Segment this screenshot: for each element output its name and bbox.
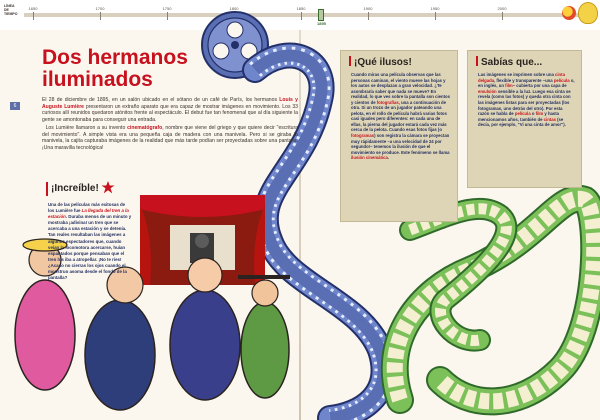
text-run: Los Lumière llamaron a su invento xyxy=(45,124,128,131)
incredible-heading: ¡Increíble! xyxy=(46,182,99,196)
timeline-year: 1800 xyxy=(229,6,239,11)
timeline-label-line: TIEMPO xyxy=(4,12,18,16)
highlight-names: Louis y Auguste Lumière xyxy=(42,97,298,110)
timeline-year: 1650 xyxy=(28,6,38,11)
highlight-word: cinematógrafo xyxy=(127,124,163,131)
text-run: (se decía, por ejemplo, "Vi una cinta de amor"). xyxy=(478,116,566,128)
timeline-current-year: 1895 xyxy=(317,21,326,26)
highlight-word: film xyxy=(505,83,513,89)
heading-text: Sabías que... xyxy=(481,57,543,68)
timeline-year: 1900 xyxy=(363,6,373,11)
highlight-word: film xyxy=(535,111,544,117)
left-body-text xyxy=(42,97,298,153)
timeline-year: 1750 xyxy=(162,6,172,11)
incredible-body xyxy=(48,202,132,281)
text-run: sensible a la luz. Luego esa cinta se revela (como las fotos) y queda otra cinta con las imágenes listas para ser proyectadas (los fotogramas, uno detrás del otro). Por esta razón se habla de xyxy=(478,88,571,117)
sabias-body xyxy=(468,69,581,128)
page-title-line: Dos hermanos xyxy=(42,46,188,69)
text-run: Una de las películas más exitosas de los Lumière fue xyxy=(48,202,126,214)
page-number-left: 6 xyxy=(10,102,20,110)
text-run: , flexible y transparente –una xyxy=(494,77,554,83)
paragraph xyxy=(42,125,298,152)
text-run: ) son registra la cámara se proyectan muy rápidamente –a una velocidad de 24 por segundo!– tenemos la ilusión de que el movimiento se produce. Este fenómeno se llama xyxy=(351,133,450,155)
highlight-word: fotografías xyxy=(376,99,399,105)
text-run: . xyxy=(387,155,390,161)
text-run: o, en inglés, un xyxy=(478,77,575,89)
sabias-heading xyxy=(468,51,581,69)
text-run: El 28 de diciembre de 1895, en un salón ubicado en el sótano de un café de París, los hermanos xyxy=(42,97,280,103)
sabias-box xyxy=(467,50,582,188)
heading-text: ¡Qué ilusos! xyxy=(354,57,412,68)
frames-film-loop xyxy=(395,199,594,402)
highlight-word: ilusión cinemática xyxy=(351,155,388,161)
film-title: La llegada del tren a la estación xyxy=(48,208,129,220)
highlight-word: película xyxy=(514,111,531,117)
page-title-line: iluminados xyxy=(42,68,153,91)
text-run: , nombre que viene del griego y que quiere decir "escritura del movimiento". A simple vista era una pequeña caja de madera con una manivela. Pero si se giraba la manivela, la cajita capturaba imágenes de la realidad que más tarde podían ser proyectadas sobre una pantalla. ¡Una maravilla tecnológica! xyxy=(42,124,298,151)
text-run: y hasta mencionamos años, también de xyxy=(478,111,560,122)
timeline-label-line: LÍNEA xyxy=(4,4,15,8)
highlight-word: película xyxy=(553,77,570,83)
timeline-label-line: DE xyxy=(4,8,9,12)
page-title xyxy=(42,47,292,91)
timeline-year: 1850 xyxy=(296,6,306,11)
text-run: Las imágenes se imprimen sobre una xyxy=(478,72,556,77)
highlight-word: cinta delgada xyxy=(478,72,565,83)
paragraph xyxy=(42,97,298,124)
timeline-year: 1700 xyxy=(95,6,105,11)
text-run: o xyxy=(530,111,536,117)
ilusos-box xyxy=(340,50,458,222)
highlight-word: cintas xyxy=(543,116,556,122)
text-run: , una a continuación de otra. Si un trozo de un jugador pateando una pelota, en el rollo de película habrá varias fotos casi iguales pero diferentes: en cada una de ellas, la pierna del jugador estará cada vez más cerca de la pelota. Cuando esas fotos fijas (o xyxy=(351,99,447,133)
text-run: – cubierta por una capa de xyxy=(512,83,567,89)
ilusos-body xyxy=(341,69,457,161)
ilusos-heading xyxy=(341,51,457,69)
text-run: presentaron un extraño aparato que era capaz de mostrar imágenes en movimiento. Los 33 curiosos allí reunidos quedaron atónitos frente al espectáculo. El debut fue tan fenomenal que al día siguiente la gente se amontonaba para conseguir una entrada. xyxy=(42,103,299,124)
text-run: Cuando miras una película observas que las personas caminan, el viento mueve las hojas y los autos se desplazan a gran velocidad. ¿Te asombraría saber que nada se mueve? En realidad, lo que ves sobre la pantalla son cientos y cientos de xyxy=(351,72,450,105)
timeline-year: 1950 xyxy=(430,6,440,11)
highlight-word: fotogramas xyxy=(351,133,375,139)
text-run: . Duraba menos de un minuto y mostraba ¡adivina! un tren que se acercaba a una estación y se detenía. Tan reales resultaban las imágenes a algunos espectadores que, cuando veían la locomotora acercarse, huían espantados porque pensaban que el tren los iba a atropellar. ¡No te ríes! ¿Acaso no cierras los ojos cuando el monstruo asoma desde el fondo de la pantalla? xyxy=(48,214,132,281)
timeline-year: 2000 xyxy=(497,6,507,11)
highlight-word: emulsión xyxy=(478,88,497,94)
